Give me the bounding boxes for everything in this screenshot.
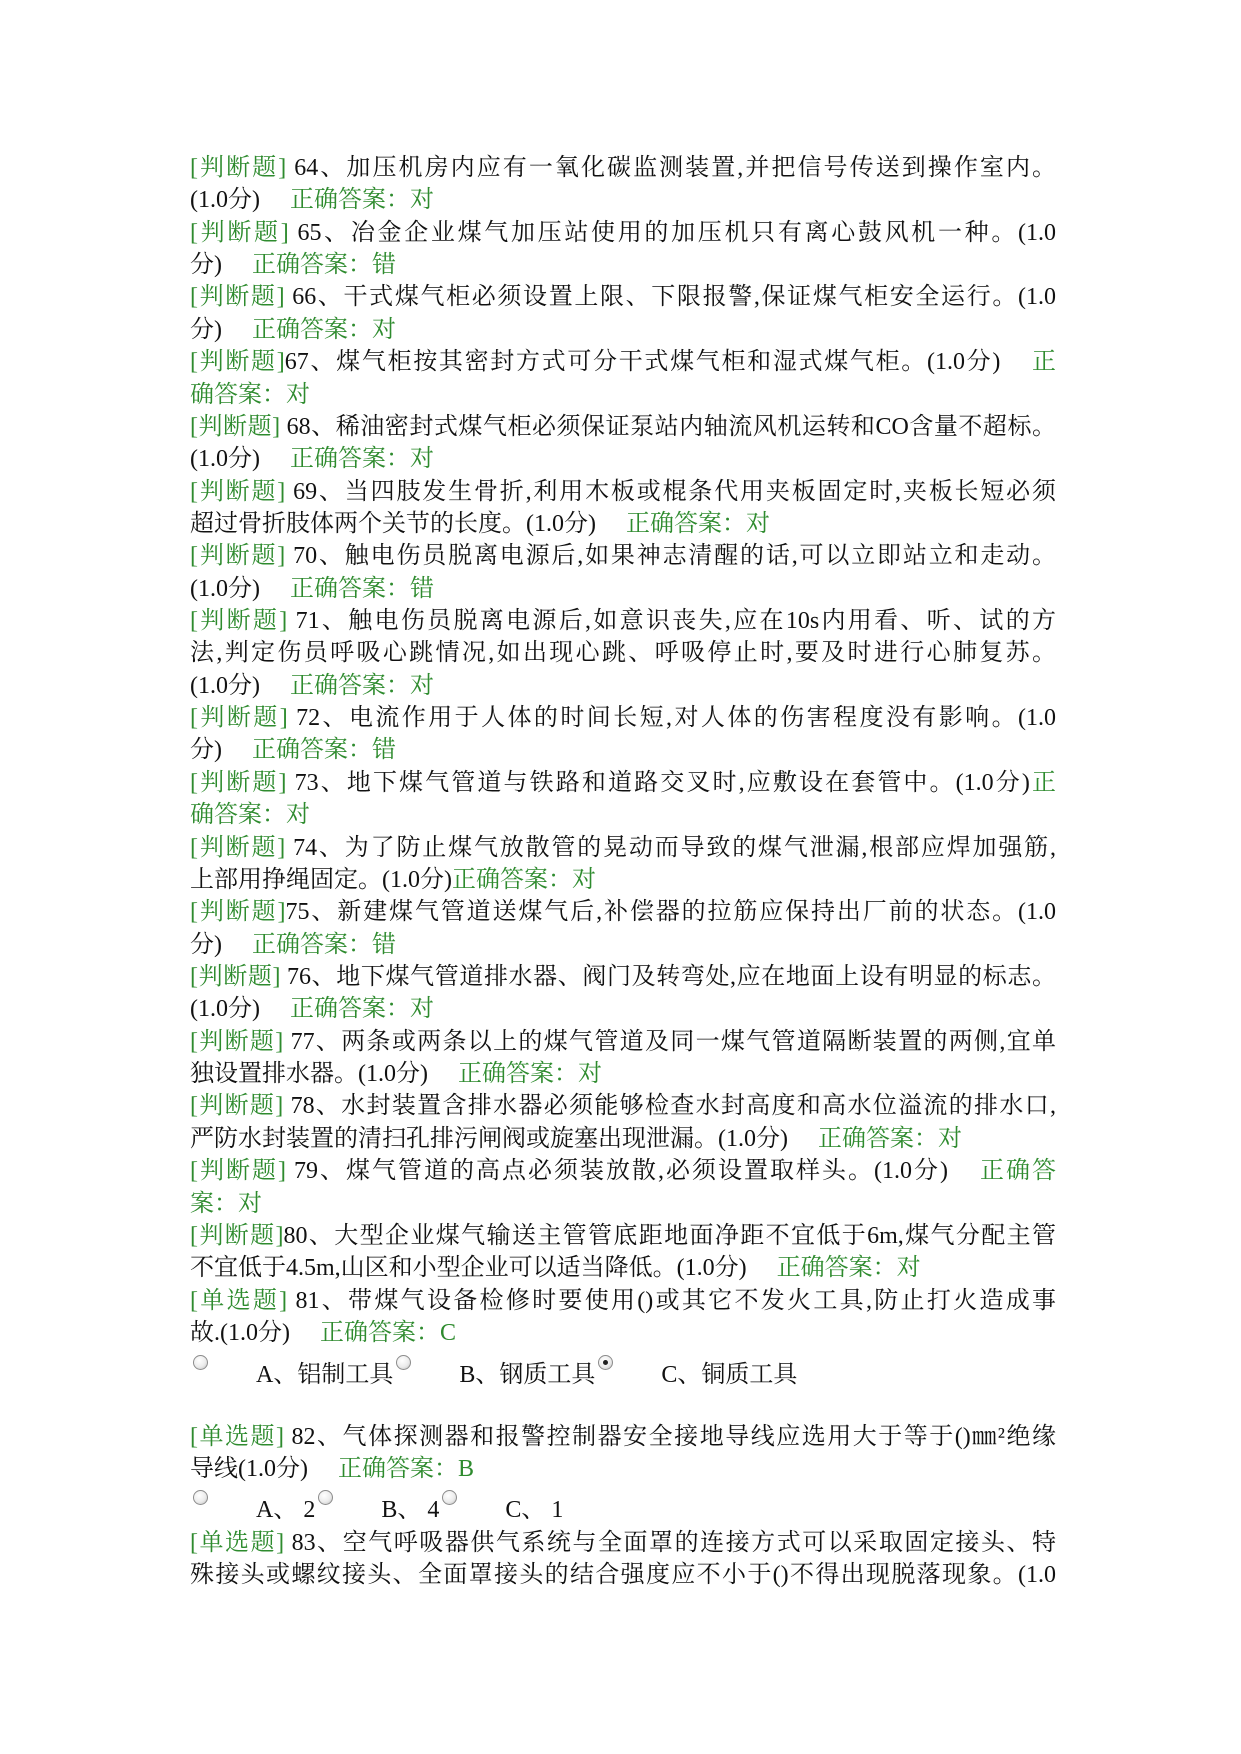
question-line <box>190 1559 1056 1591</box>
question-line <box>190 346 1056 378</box>
question-line <box>190 1155 1056 1187</box>
question-text: 68、稀油密封式煤气柜必须保证泵站内轴流风机运转和CO含量不超标。 <box>280 413 1056 440</box>
question-text: 独设置排水器。(1.0分) <box>190 1061 428 1088</box>
correct-answer: 正 <box>1030 349 1056 376</box>
question-text: (1.0分) <box>190 446 260 473</box>
question-type-tag: [单选题] <box>190 1530 285 1557</box>
option-label-b: B、 4 <box>381 1496 440 1523</box>
correct-answer: 确答案：对 <box>190 381 310 408</box>
radio-unselected-icon <box>318 1490 333 1505</box>
question-text: 殊接头或螺纹接头、全面罩接头的结合强度应不小于()不得出现脱落现象。(1.0 <box>190 1562 1056 1589</box>
question-line <box>190 540 1056 572</box>
question-line <box>190 573 1056 605</box>
question-line <box>190 217 1056 249</box>
correct-answer: 正确答案：对 <box>776 1255 921 1282</box>
question-item <box>190 702 1056 767</box>
correct-answer: 正确答案：对 <box>625 510 770 537</box>
question-item <box>190 1220 1056 1285</box>
question-text: (1.0分) <box>190 996 260 1023</box>
question-text: 上部用挣绳固定。(1.0分) <box>190 866 452 893</box>
question-text: (1.0分) <box>190 575 260 602</box>
question-item <box>190 1285 1056 1395</box>
question-text: 72、电流作用于人体的时间长短,对人体的伤害程度没有影响。(1.0 <box>287 705 1056 732</box>
question-text: 71、触电伤员脱离电源后,如意识丧失,应在10s内用看、听、试的方 <box>287 608 1056 635</box>
option-radio-b[interactable] <box>318 1490 333 1505</box>
question-item <box>190 1155 1056 1220</box>
question-type-tag: [单选题] <box>190 1287 288 1314</box>
question-text: 79、煤气管道的高点必须装放散,必须设置取样头。(1.0分) <box>286 1158 949 1185</box>
question-text: 分) <box>190 252 222 279</box>
question-line <box>190 993 1056 1025</box>
question-text: 69、当四肢发生骨折,利用木板或棍条代用夹板固定时,夹板长短必须 <box>285 478 1056 505</box>
question-item <box>190 1421 1056 1527</box>
question-text: 67、煤气柜按其密封方式可分干式煤气柜和湿式煤气柜。(1.0分) <box>284 349 1001 376</box>
question-type-tag: [判断题] <box>190 1028 284 1055</box>
question-type-tag: [判断题] <box>190 543 286 570</box>
question-line <box>190 1026 1056 1058</box>
question-text: 74、为了防止煤气放散管的晃动而导致的煤气泄漏,根部应焊加强筋, <box>285 834 1056 861</box>
option-label-c: C、铜质工具 <box>661 1362 798 1389</box>
option-label-a: A、铝制工具 <box>256 1362 394 1389</box>
question-text: 70、触电伤员脱离电源后,如果神志清醒的话,可以立即站立和走动。 <box>285 543 1056 570</box>
question-item <box>190 281 1056 346</box>
question-type-tag: [判断题] <box>190 705 288 732</box>
question-type-tag: [判断题] <box>190 834 286 861</box>
question-line <box>190 929 1056 961</box>
question-item <box>190 1090 1056 1155</box>
question-line <box>190 184 1056 216</box>
question-line <box>190 476 1056 508</box>
radio-unselected-icon <box>396 1355 411 1370</box>
question-text: 不宜低于4.5m,山区和小型企业可以适当降低。(1.0分) <box>190 1255 747 1282</box>
correct-answer: 正确答案：对 <box>252 316 396 343</box>
question-item <box>190 476 1056 541</box>
question-text: 83、空气呼吸器供气系统与全面罩的连接方式可以采取固定接头、特 <box>284 1530 1056 1557</box>
question-line <box>190 734 1056 766</box>
question-text: 分) <box>190 316 222 343</box>
radio-selected-icon <box>598 1355 613 1370</box>
question-line <box>190 767 1056 799</box>
question-line <box>190 637 1056 669</box>
option-label-c: C、 1 <box>505 1496 564 1523</box>
question-line <box>190 961 1056 993</box>
question-type-tag: [判断题] <box>190 1158 286 1185</box>
correct-answer: 正确答案：错 <box>289 575 434 602</box>
question-line <box>190 249 1056 281</box>
question-item <box>190 217 1056 282</box>
question-line <box>190 152 1056 184</box>
question-line <box>190 1317 1056 1349</box>
correct-answer: 正确答案：对 <box>289 996 434 1023</box>
question-item <box>190 1026 1056 1091</box>
question-type-tag: [判断题] <box>190 1222 284 1249</box>
question-text: 78、水封装置含排水器必须能够检查水封高度和高水位溢流的排水口, <box>283 1093 1056 1120</box>
correct-answer: 正确答案：对 <box>457 1061 602 1088</box>
question-type-tag: [单选题] <box>190 1423 285 1450</box>
question-line <box>190 1058 1056 1090</box>
correct-answer: 正确答案：错 <box>252 252 396 279</box>
correct-answer: 正确答案：对 <box>451 866 596 893</box>
question-item <box>190 152 1056 217</box>
question-line <box>190 281 1056 313</box>
question-line <box>190 1527 1056 1559</box>
question-line <box>190 1285 1056 1317</box>
question-line <box>190 314 1056 346</box>
question-text: 73、地下煤气管道与铁路和道路交叉时,应敷设在套管中。(1.0分) <box>286 769 1030 796</box>
question-line <box>190 1252 1056 1284</box>
question-text: 严防水封装置的清扫孔排污闸阀或旋塞出现泄漏。(1.0分) <box>190 1125 788 1152</box>
option-radio-a[interactable] <box>193 1355 208 1370</box>
question-text: 82、气体探测器和报警控制器安全接地导线应选用大于等于()㎜²绝缘 <box>284 1423 1056 1450</box>
question-type-tag: [判断题] <box>190 284 285 311</box>
question-type-tag: [判断题] <box>190 155 287 181</box>
question-type-tag: [判断题] <box>190 608 288 635</box>
question-text: 65、冶金企业煤气加压站使用的加压机只有离心鼓风机一种。(1.0 <box>288 219 1056 246</box>
question-text: 81、带煤气设备检修时要使用()或其它不发火工具,防止打火造成事 <box>287 1287 1056 1314</box>
correct-answer: 正确答案：对 <box>289 187 434 214</box>
question-type-tag: [判断题] <box>190 769 287 796</box>
question-item <box>190 896 1056 961</box>
correct-answer: 正确答案：对 <box>289 446 434 473</box>
question-item <box>190 832 1056 897</box>
question-line <box>190 1453 1056 1485</box>
question-item <box>190 605 1056 702</box>
question-type-tag: [判断题] <box>190 899 286 926</box>
correct-answer: 正确答案：对 <box>817 1125 962 1152</box>
option-radio-a[interactable] <box>193 1490 208 1505</box>
question-text: 66、干式煤气柜必须设置上限、下限报警,保证煤气柜安全运行。(1.0 <box>284 284 1056 311</box>
question-line <box>190 508 1056 540</box>
question-line <box>190 1123 1056 1155</box>
option-radio-c[interactable] <box>442 1490 457 1505</box>
question-line <box>190 1220 1056 1252</box>
question-text: 分) <box>190 737 222 764</box>
question-line <box>190 702 1056 734</box>
question-text: 超过骨折肢体两个关节的长度。(1.0分) <box>190 510 596 537</box>
question-line <box>190 1188 1056 1220</box>
question-text: 故.(1.0分) <box>190 1319 290 1346</box>
question-text: 法,判定伤员呼吸心跳情况,如出现心跳、呼吸停止时,要及时进行心肺复苏。 <box>190 640 1056 667</box>
question-line <box>190 411 1056 443</box>
answer-options <box>190 1349 1056 1394</box>
radio-unselected-icon <box>442 1490 457 1505</box>
question-item <box>190 346 1056 411</box>
question-line <box>190 605 1056 637</box>
question-line <box>190 896 1056 928</box>
question-text: 75、新建煤气管道送煤气后,补偿器的拉筋应保持出厂前的状态。(1.0 <box>285 899 1056 926</box>
question-line <box>190 1090 1056 1122</box>
radio-unselected-icon <box>193 1355 208 1370</box>
correct-answer: 正确答 <box>978 1158 1056 1185</box>
radio-unselected-icon <box>193 1490 208 1505</box>
correct-answer: 正确答案：C <box>319 1319 456 1346</box>
option-radio-b[interactable] <box>396 1355 411 1370</box>
question-line <box>190 799 1056 831</box>
question-text: (1.0分) <box>190 672 260 699</box>
question-item <box>190 1527 1056 1592</box>
question-line <box>190 864 1056 896</box>
question-type-tag: [判断题] <box>190 963 281 990</box>
correct-answer: 正确答案：错 <box>252 737 396 764</box>
question-text: 76、地下煤气管道排水器、阀门及转弯处,应在地面上设有明显的标志。 <box>280 963 1056 990</box>
question-text: (1.0分) <box>190 187 260 214</box>
question-text: 77、两条或两条以上的煤气管道及同一煤气管道隔断装置的两侧,宜单 <box>283 1028 1056 1055</box>
question-line <box>190 670 1056 702</box>
question-text: 分) <box>190 931 222 958</box>
question-text: 64、加压机房内应有一氧化碳监测装置,并把信号传送到操作室内。 <box>286 155 1056 181</box>
correct-answer: 正确答案：对 <box>289 672 434 699</box>
question-type-tag: [判断题] <box>190 413 281 440</box>
question-line <box>190 832 1056 864</box>
correct-answer: 正确答案：B <box>337 1456 474 1483</box>
question-text: 导线(1.0分) <box>190 1456 308 1483</box>
question-line <box>190 443 1056 475</box>
question-line <box>190 1421 1056 1453</box>
question-type-tag: [判断题] <box>190 1093 284 1120</box>
correct-answer: 正 <box>1029 769 1056 796</box>
question-item <box>190 540 1056 605</box>
question-line <box>190 379 1056 411</box>
correct-answer: 确答案：对 <box>190 802 310 829</box>
answer-options <box>190 1486 1056 1528</box>
document-page <box>190 152 1056 1592</box>
question-item <box>190 411 1056 476</box>
question-item <box>190 767 1056 832</box>
option-label-a: A、 2 <box>256 1496 316 1523</box>
question-item <box>190 961 1056 1026</box>
correct-answer: 正确答案：错 <box>252 931 396 958</box>
question-text: 80、大型企业煤气输送主管管底距地面净距不宜低于6m,煤气分配主管 <box>283 1222 1056 1249</box>
question-type-tag: [判断题] <box>190 349 285 376</box>
option-label-b: B、钢质工具 <box>459 1362 596 1389</box>
correct-answer: 案：对 <box>190 1190 262 1217</box>
question-type-tag: [判断题] <box>190 219 289 246</box>
question-type-tag: [判断题] <box>190 478 286 505</box>
option-radio-c[interactable] <box>598 1355 613 1370</box>
